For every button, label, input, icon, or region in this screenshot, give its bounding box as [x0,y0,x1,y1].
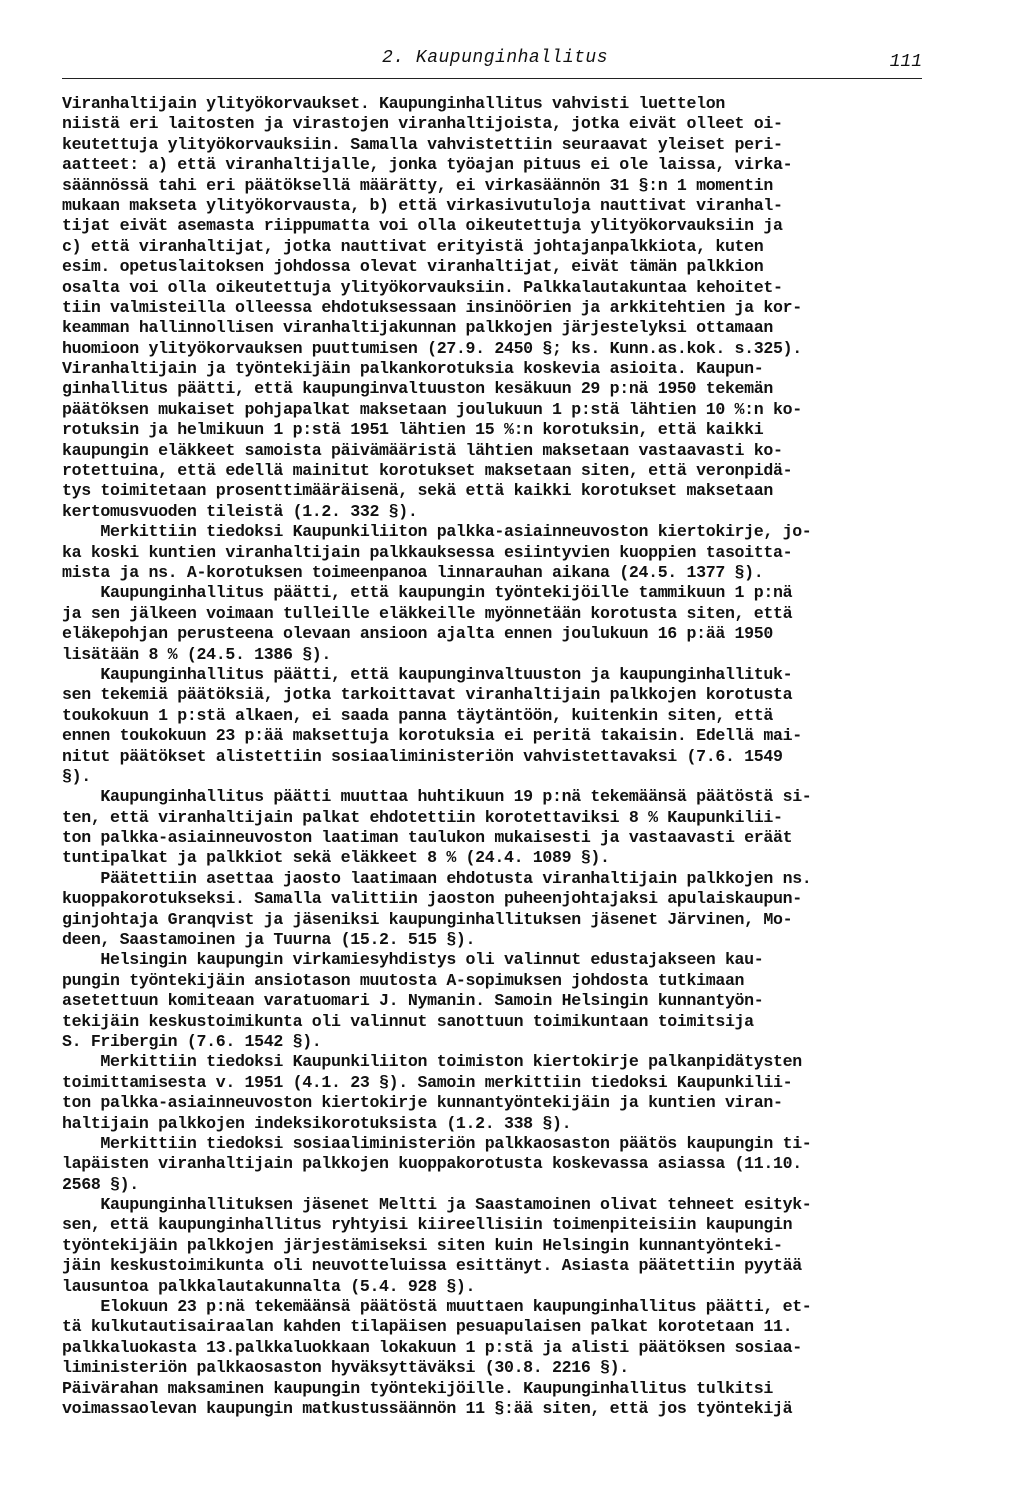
text-line: päätöksen mukaiset pohjapalkat maksetaan joulukuun 1 p:stä lähtien 10 %:n ko- [62,399,802,419]
text-line: ginjohtaja Granqvist ja jäseniksi kaupunginhallituksen jäsenet Järvinen, Mo- [62,909,793,929]
text-line: esim. opetuslaitoksen johdossa olevat viranhaltijat, eivät tämän palkkion [62,257,764,277]
text-line: haltijain palkkojen indeksikorotuksista (1.2. 338 §). [62,1113,572,1133]
text-line: säännössä tahi eri päätöksellä määrätty, ei virkasäännön 31 §:n 1 momentin [62,175,773,195]
text-line: palkkaluokasta 13.palkkaluokkaan lokakuun 1 p:stä ja alisti päätöksen sosiaa- [62,1337,802,1357]
text-line: Helsingin kaupungin virkamiesyhdistys oli valinnut edustajakseen kau- [62,950,764,970]
text-line: Merkittiin tiedoksi Kaupunkiliiton toimiston kiertokirje palkanpidätysten [62,1052,802,1072]
text-line: c) että viranhaltijat, jotka nauttivat erityistä johtajanpalkkiota, kuten [62,236,764,256]
text-line: aatteet: a) että viranhaltijalle, jonka työajan pituus ei ole laissa, virka- [62,155,793,175]
text-line: kuoppakorotukseksi. Samalla valittiin jaoston puheenjohtajaksi apulaiskaupun- [62,889,802,909]
text-line: §). [62,766,91,786]
text-line: ginhallitus päätti, että kaupunginvaltuuston kesäkuun 29 p:nä 1950 tekemän [62,379,773,399]
text-line: toukokuun 1 p:stä alkaen, ei saada panna täytäntöön, kuitenkin siten, että [62,705,773,725]
text-line: sen tekemiä päätöksiä, jotka tarkoittavat viranhaltijain palkkojen korotusta [62,685,793,705]
text-line: sen, että kaupunginhallitus ryhtyisi kiireellisiin toimenpiteisiin kaupungin [62,1215,793,1235]
text-line: Päätettiin asettaa jaosto laatimaan ehdotusta viranhaltijain palkkojen ns. [62,868,812,888]
text-line: deen, Saastamoinen ja Tuurna (15.2. 515 §). [62,930,476,950]
text-line: S. Fribergin (7.6. 1542 §). [62,1031,322,1051]
text-line: tys toimitetaan prosenttimääräisenä, sekä että kaikki korotukset maksetaan [62,481,773,501]
text-line: mista ja ns. A-korotuksen toimeenpanoa linnarauhan aikana (24.5. 1377 §). [62,562,764,582]
text-line: Viranhaltijain ylityökorvaukset. Kaupunginhallitus vahvisti luettelon [62,94,725,113]
text-line: liministeriön palkkaosaston hyväksyttäväksi (30.8. 2216 §). [62,1358,629,1378]
text-line: eläkepohjan perusteena olevaan ansioon ajalta ennen joulukuun 16 p:ää 1950 [62,624,773,644]
text-line: nitut päätökset alistettiin sosiaaliministeriön vahvistettavaksi (7.6. 1549 [62,746,783,766]
text-line: tuntipalkat ja palkkiot sekä eläkkeet 8 % (24.4. 1089 §). [62,848,610,868]
text-line: Merkittiin tiedoksi Kaupunkiliiton palkka-asiainneuvoston kiertokirje, jo- [62,522,812,542]
text-line: toimittamisesta v. 1951 (4.1. 23 §). Samoin merkittiin tiedoksi Kaupunkilii- [62,1072,793,1092]
text-line: rotettuina, että edellä mainitut korotukset maksetaan siten, että veronpidä- [62,461,793,481]
text-line: tijat eivät asemasta riippumatta voi olla oikeutettuja ylityökorvauksiin ja [62,216,783,236]
text-line: tekijäin keskustoimikunta oli valinnut sanottuun toimikuntaan toimitsija [62,1011,754,1031]
text-line: huomioon ylityökorvauksen puuttumisen (27.9. 2450 §; ks. Kunn.as.kok. s.325). [62,338,802,358]
text-line: Kaupunginhallituksen jäsenet Meltti ja Saastamoinen olivat tehneet esityk- [62,1195,812,1215]
text-line: Merkittiin tiedoksi sosiaaliministeriön palkkaosaston päätös kaupungin ti- [62,1133,812,1153]
text-line: tiin valmisteilla olleessa ehdotuksessaan insinöörien ja arkkitehtien ja kor- [62,297,802,317]
page-number: 111 [889,52,922,72]
text-line: voimassaolevan kaupungin matkustussäännön 11 §:ää siten, että jos työntekijä [62,1399,793,1418]
text-line: ka koski kuntien viranhaltijain palkkauksessa esiintyvien kuoppien tasoitta- [62,542,793,562]
text-line: pungin työntekijäin ansiotason muutosta A-sopimuksen johdosta tutkimaan [62,970,745,990]
text-line: lisätään 8 % (24.5. 1386 §). [62,644,332,664]
text-line: kertomusvuoden tileistä (1.2. 332 §). [62,501,418,521]
text-line: Kaupunginhallitus päätti, että kaupungin työntekijöille tammikuun 1 p:nä [62,583,793,603]
text-line: Päivärahan maksaminen kaupungin työntekijöille. Kaupunginhallitus tulkitsi [62,1378,773,1398]
body-text [62,94,926,1419]
text-line: ton palkka-asiainneuvoston laatiman taulukon mukaisesti ja vastaavasti eräät [62,828,793,848]
running-title: 2. Kaupunginhallitus [382,48,609,68]
text-line: työntekijäin palkkojen järjestämiseksi siten kuin Helsingin kunnantyönteki- [62,1235,783,1255]
text-line: jäin keskustoimikunta oli neuvotteluissa esittänyt. Asiasta päätettiin pyytää [62,1256,802,1276]
text-line: lapäisten viranhaltijain palkkojen kuoppakorotusta koskevassa asiassa (11.10. [62,1154,802,1174]
text-line: 2568 §). [62,1174,139,1194]
text-line: Kaupunginhallitus päätti, että kaupunginvaltuuston ja kaupunginhallituk- [62,664,793,684]
text-line: Viranhaltijain ja työntekijäin palkankorotuksia koskevia asioita. Kaupun- [62,359,764,379]
text-line: ton palkka-asiainneuvoston kiertokirje kunnantyöntekijäin ja kuntien viran- [62,1093,783,1113]
text-line: lausuntoa palkkalautakunnalta (5.4. 928 §). [62,1276,476,1296]
text-line: niistä eri laitosten ja virastojen viranhaltijoista, jotka eivät olleet oi- [62,114,783,134]
text-line: Kaupunginhallitus päätti muuttaa huhtikuun 19 p:nä tekemäänsä päätöstä si- [62,787,812,807]
text-line: keamman hallinnollisen viranhaltijakunnan palkkojen järjestelyksi ottamaan [62,318,773,338]
text-line: ennen toukokuun 23 p:ää maksettuja korotuksia ei peritä takaisin. Edellä mai- [62,726,802,746]
text-line: asetettuun komiteaan varatuomari J. Nymanin. Samoin Helsingin kunnantyön- [62,991,764,1011]
text-line: mukaan makseta ylityökorvausta, b) että virkasivutuloja nauttivat viranhal- [62,195,783,215]
text-line: rotuksin ja helmikuun 1 p:stä 1951 lähtien 15 %:n korotuksin, että kaikki [62,420,764,440]
text-line: keutettuja ylityökorvauksiin. Samalla vahvistettiin seuraavat yleiset peri- [62,134,783,154]
page-header [62,44,922,79]
text-line: osalta voi olla oikeutettuja ylityökorvauksiin. Palkkalautakuntaa kehoitet- [62,277,783,297]
text-line: Elokuun 23 p:nä tekemäänsä päätöstä muuttaen kaupunginhallitus päätti, et- [62,1297,812,1317]
text-line: ja sen jälkeen voimaan tulleille eläkkeille myönnetään korotusta siten, että [62,603,793,623]
text-line: ten, että viranhaltijain palkat ehdotettiin korotettaviksi 8 % Kaupunkilii- [62,807,783,827]
text-line: kaupungin eläkkeet samoista päivämääristä lähtien maksetaan vastaavasti ko- [62,440,783,460]
text-line: tä kulkutautisairaalan kahden tilapäisen pesuapulaisen palkat korotetaan 11. [62,1317,793,1337]
